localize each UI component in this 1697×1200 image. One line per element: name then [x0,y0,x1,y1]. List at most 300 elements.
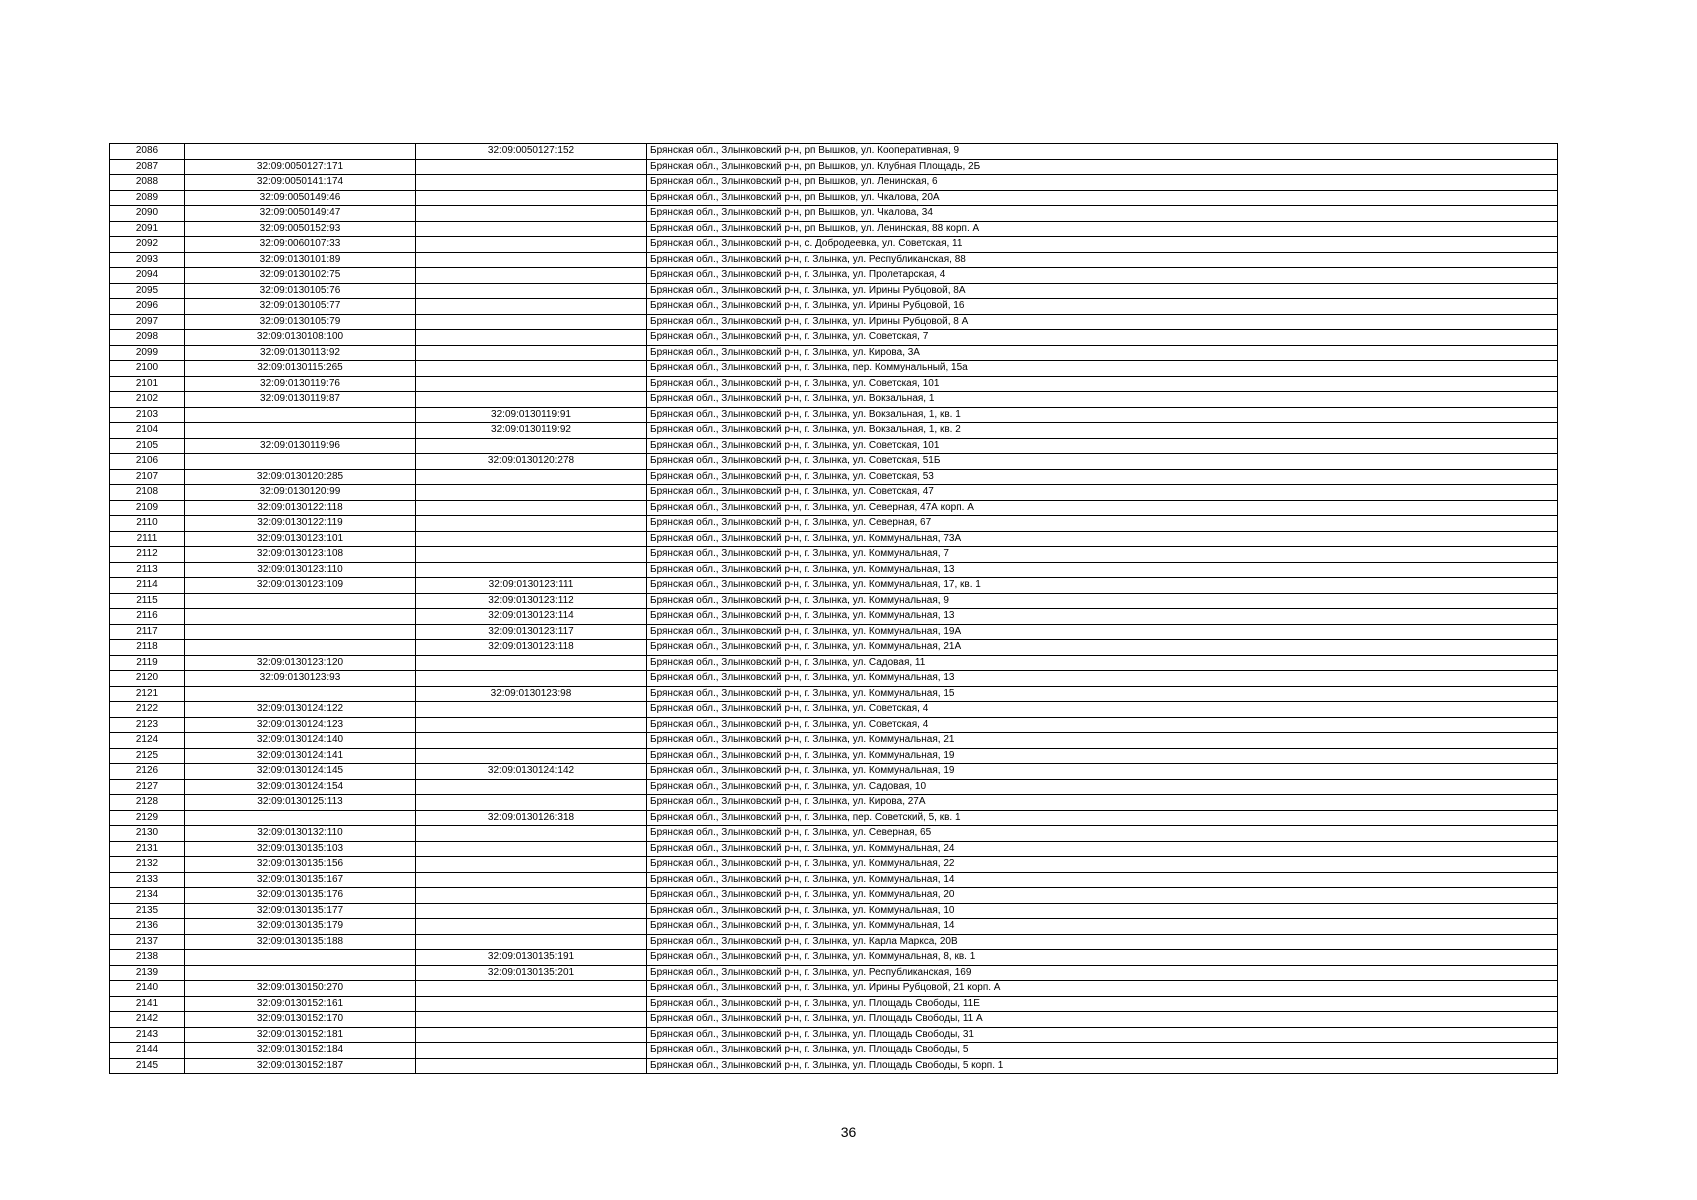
address-cell: Брянская обл., Злынковский р-н, рп Вышков, ул. Ленинская, 88 корп. А [647,221,1558,237]
row-number-cell: 2094 [110,268,185,284]
cadastral-number-cell: 32:09:0130124:154 [185,779,416,795]
cadastral-number-cell: 32:09:0130150:270 [185,981,416,997]
row-number-cell: 2093 [110,252,185,268]
row-number-cell: 2092 [110,237,185,253]
address-cell: Брянская обл., Злынковский р-н, г. Злынка, ул. Садовая, 10 [647,779,1558,795]
row-number-cell: 2118 [110,640,185,656]
table-row [110,640,1558,656]
cadastral-number-cell [185,810,416,826]
row-number-cell: 2139 [110,965,185,981]
related-cadastral-number-cell [416,934,647,950]
address-cell: Брянская обл., Злынковский р-н, г. Злынка, ул. Коммунальная, 21 [647,733,1558,749]
cadastral-table [109,143,1558,1074]
table-row [110,314,1558,330]
cadastral-number-cell: 32:09:0130135:179 [185,919,416,935]
row-number-cell: 2089 [110,190,185,206]
table-row [110,903,1558,919]
address-cell: Брянская обл., Злынковский р-н, г. Злынка, ул. Советская, 7 [647,330,1558,346]
related-cadastral-number-cell [416,872,647,888]
related-cadastral-number-cell [416,516,647,532]
address-cell: Брянская обл., Злынковский р-н, г. Злынка, ул. Ирины Рубцовой, 8 А [647,314,1558,330]
cadastral-number-cell: 32:09:0130135:177 [185,903,416,919]
table-row [110,423,1558,439]
related-cadastral-number-cell [416,748,647,764]
cadastral-number-cell: 32:09:0130120:285 [185,469,416,485]
row-number-cell: 2125 [110,748,185,764]
cadastral-number-cell: 32:09:0130115:265 [185,361,416,377]
row-number-cell: 2127 [110,779,185,795]
row-number-cell: 2130 [110,826,185,842]
table-row [110,795,1558,811]
address-cell: Брянская обл., Злынковский р-н, г. Злынка, ул. Кирова, 3А [647,345,1558,361]
table-row [110,624,1558,640]
row-number-cell: 2120 [110,671,185,687]
row-number-cell: 2103 [110,407,185,423]
table-row [110,841,1558,857]
row-number-cell: 2126 [110,764,185,780]
row-number-cell: 2107 [110,469,185,485]
cadastral-number-cell: 32:09:0130123:93 [185,671,416,687]
cadastral-number-cell [185,454,416,470]
row-number-cell: 2086 [110,144,185,160]
cadastral-number-cell: 32:09:0050149:46 [185,190,416,206]
table-row [110,144,1558,160]
cadastral-number-cell [185,593,416,609]
cadastral-number-cell [185,624,416,640]
table-row [110,252,1558,268]
table-row [110,547,1558,563]
related-cadastral-number-cell [416,562,647,578]
table-row [110,717,1558,733]
related-cadastral-number-cell [416,268,647,284]
cadastral-number-cell: 32:09:0130135:156 [185,857,416,873]
address-cell: Брянская обл., Злынковский р-н, г. Злынка, ул. Коммунальная, 19А [647,624,1558,640]
cadastral-number-cell: 32:09:0130122:118 [185,500,416,516]
row-number-cell: 2111 [110,531,185,547]
row-number-cell: 2128 [110,795,185,811]
row-number-cell: 2100 [110,361,185,377]
address-cell: Брянская обл., Злынковский р-н, г. Злынка, ул. Карла Маркса, 20В [647,934,1558,950]
row-number-cell: 2096 [110,299,185,315]
related-cadastral-number-cell: 32:09:0130135:191 [416,950,647,966]
related-cadastral-number-cell [416,547,647,563]
related-cadastral-number-cell [416,888,647,904]
address-cell: Брянская обл., Злынковский р-н, с. Добродеевка, ул. Советская, 11 [647,237,1558,253]
cadastral-table-container [109,143,1557,1074]
row-number-cell: 2116 [110,609,185,625]
table-body [110,144,1558,1074]
row-number-cell: 2135 [110,903,185,919]
cadastral-number-cell: 32:09:0130124:122 [185,702,416,718]
address-cell: Брянская обл., Злынковский р-н, г. Злынка, ул. Площадь Свободы, 31 [647,1027,1558,1043]
address-cell: Брянская обл., Злынковский р-н, г. Злынка, ул. Коммунальная, 9 [647,593,1558,609]
table-row [110,454,1558,470]
related-cadastral-number-cell [416,826,647,842]
address-cell: Брянская обл., Злынковский р-н, рп Вышков, ул. Ленинская, 6 [647,175,1558,191]
row-number-cell: 2122 [110,702,185,718]
related-cadastral-number-cell [416,531,647,547]
cadastral-number-cell [185,950,416,966]
address-cell: Брянская обл., Злынковский р-н, г. Злынка, ул. Советская, 101 [647,376,1558,392]
row-number-cell: 2124 [110,733,185,749]
address-cell: Брянская обл., Злынковский р-н, г. Злынка, ул. Площадь Свободы, 5 [647,1043,1558,1059]
address-cell: Брянская обл., Злынковский р-н, г. Злынка, ул. Советская, 53 [647,469,1558,485]
table-row [110,609,1558,625]
table-row [110,438,1558,454]
related-cadastral-number-cell: 32:09:0050127:152 [416,144,647,160]
row-number-cell: 2132 [110,857,185,873]
row-number-cell: 2097 [110,314,185,330]
table-row [110,237,1558,253]
row-number-cell: 2099 [110,345,185,361]
cadastral-number-cell: 32:09:0130135:188 [185,934,416,950]
row-number-cell: 2091 [110,221,185,237]
related-cadastral-number-cell: 32:09:0130123:112 [416,593,647,609]
address-cell: Брянская обл., Злынковский р-н, г. Злынка, ул. Советская, 51Б [647,454,1558,470]
table-row [110,159,1558,175]
cadastral-number-cell [185,640,416,656]
cadastral-number-cell: 32:09:0130105:76 [185,283,416,299]
address-cell: Брянская обл., Злынковский р-н, г. Злынка, ул. Коммунальная, 21А [647,640,1558,656]
table-row [110,950,1558,966]
table-row [110,469,1558,485]
row-number-cell: 2114 [110,578,185,594]
related-cadastral-number-cell: 32:09:0130123:114 [416,609,647,625]
related-cadastral-number-cell [416,361,647,377]
address-cell: Брянская обл., Злынковский р-н, г. Злынка, ул. Вокзальная, 1, кв. 1 [647,407,1558,423]
row-number-cell: 2121 [110,686,185,702]
related-cadastral-number-cell [416,702,647,718]
cadastral-number-cell [185,423,416,439]
related-cadastral-number-cell [416,438,647,454]
related-cadastral-number-cell [416,469,647,485]
address-cell: Брянская обл., Злынковский р-н, г. Злынка, ул. Советская, 47 [647,485,1558,501]
row-number-cell: 2141 [110,996,185,1012]
related-cadastral-number-cell [416,190,647,206]
address-cell: Брянская обл., Злынковский р-н, г. Злынка, ул. Пролетарская, 4 [647,268,1558,284]
cadastral-number-cell: 32:09:0060107:33 [185,237,416,253]
address-cell: Брянская обл., Злынковский р-н, г. Злынка, ул. Северная, 65 [647,826,1558,842]
table-row [110,531,1558,547]
cadastral-number-cell: 32:09:0130122:119 [185,516,416,532]
cadastral-number-cell: 32:09:0130123:109 [185,578,416,594]
row-number-cell: 2131 [110,841,185,857]
cadastral-number-cell: 32:09:0130152:181 [185,1027,416,1043]
address-cell: Брянская обл., Злынковский р-н, г. Злынка, ул. Вокзальная, 1, кв. 2 [647,423,1558,439]
cadastral-number-cell: 32:09:0130124:141 [185,748,416,764]
address-cell: Брянская обл., Злынковский р-н, г. Злынка, ул. Северная, 67 [647,516,1558,532]
cadastral-number-cell: 32:09:0050149:47 [185,206,416,222]
cadastral-number-cell: 32:09:0130135:176 [185,888,416,904]
table-row [110,516,1558,532]
cadastral-number-cell: 32:09:0130113:92 [185,345,416,361]
table-row [110,221,1558,237]
table-row [110,1027,1558,1043]
related-cadastral-number-cell: 32:09:0130123:111 [416,578,647,594]
table-row [110,345,1558,361]
address-cell: Брянская обл., Злынковский р-н, г. Злынка, ул. Коммунальная, 13 [647,671,1558,687]
address-cell: Брянская обл., Злынковский р-н, г. Злынка, ул. Коммунальная, 13 [647,609,1558,625]
cadastral-number-cell [185,144,416,160]
related-cadastral-number-cell [416,903,647,919]
related-cadastral-number-cell [416,981,647,997]
row-number-cell: 2112 [110,547,185,563]
related-cadastral-number-cell [416,283,647,299]
cadastral-number-cell: 32:09:0130123:101 [185,531,416,547]
cadastral-number-cell [185,686,416,702]
address-cell: Брянская обл., Злынковский р-н, рп Вышков, ул. Чкалова, 34 [647,206,1558,222]
row-number-cell: 2109 [110,500,185,516]
cadastral-number-cell: 32:09:0050141:174 [185,175,416,191]
table-row [110,376,1558,392]
row-number-cell: 2102 [110,392,185,408]
related-cadastral-number-cell: 32:09:0130119:92 [416,423,647,439]
address-cell: Брянская обл., Злынковский р-н, рп Вышков, ул. Клубная Площадь, 2Б [647,159,1558,175]
address-cell: Брянская обл., Злынковский р-н, г. Злынка, ул. Коммунальная, 20 [647,888,1558,904]
related-cadastral-number-cell [416,485,647,501]
cadastral-number-cell: 32:09:0130124:123 [185,717,416,733]
address-cell: Брянская обл., Злынковский р-н, г. Злынка, ул. Советская, 4 [647,702,1558,718]
table-row [110,562,1558,578]
address-cell: Брянская обл., Злынковский р-н, г. Злынка, ул. Северная, 47А корп. А [647,500,1558,516]
table-row [110,655,1558,671]
table-row [110,764,1558,780]
table-row [110,810,1558,826]
table-row [110,500,1558,516]
page-number: 36 [840,1124,857,1140]
related-cadastral-number-cell [416,671,647,687]
row-number-cell: 2136 [110,919,185,935]
cadastral-number-cell: 32:09:0130123:108 [185,547,416,563]
cadastral-number-cell: 32:09:0130135:167 [185,872,416,888]
cadastral-number-cell: 32:09:0130119:76 [185,376,416,392]
related-cadastral-number-cell [416,733,647,749]
row-number-cell: 2088 [110,175,185,191]
table-row [110,919,1558,935]
address-cell: Брянская обл., Злынковский р-н, г. Злынка, ул. Советская, 101 [647,438,1558,454]
table-row [110,671,1558,687]
address-cell: Брянская обл., Злынковский р-н, г. Злынка, ул. Коммунальная, 13 [647,562,1558,578]
address-cell: Брянская обл., Злынковский р-н, г. Злынка, ул. Коммунальная, 19 [647,764,1558,780]
table-row [110,283,1558,299]
address-cell: Брянская обл., Злынковский р-н, г. Злынка, ул. Коммунальная, 24 [647,841,1558,857]
address-cell: Брянская обл., Злынковский р-н, г. Злынка, ул. Вокзальная, 1 [647,392,1558,408]
table-row [110,686,1558,702]
table-row [110,888,1558,904]
address-cell: Брянская обл., Злынковский р-н, г. Злынка, пер. Советский, 5, кв. 1 [647,810,1558,826]
table-row [110,826,1558,842]
address-cell: Брянская обл., Злынковский р-н, г. Злынка, ул. Коммунальная, 14 [647,872,1558,888]
related-cadastral-number-cell [416,1043,647,1059]
cadastral-number-cell: 32:09:0130125:113 [185,795,416,811]
address-cell: Брянская обл., Злынковский р-н, г. Злынка, ул. Коммунальная, 22 [647,857,1558,873]
address-cell: Брянская обл., Злынковский р-н, г. Злынка, ул. Ирины Рубцовой, 16 [647,299,1558,315]
related-cadastral-number-cell [416,314,647,330]
row-number-cell: 2113 [110,562,185,578]
cadastral-number-cell: 32:09:0130105:79 [185,314,416,330]
table-row [110,175,1558,191]
cadastral-number-cell: 32:09:0130132:110 [185,826,416,842]
address-cell: Брянская обл., Злынковский р-н, г. Злынка, ул. Коммунальная, 14 [647,919,1558,935]
related-cadastral-number-cell [416,841,647,857]
table-row [110,299,1558,315]
address-cell: Брянская обл., Злынковский р-н, г. Злынка, ул. Советская, 4 [647,717,1558,733]
address-cell: Брянская обл., Злынковский р-н, рп Вышков, ул. Кооперативная, 9 [647,144,1558,160]
row-number-cell: 2142 [110,1012,185,1028]
table-row [110,361,1558,377]
related-cadastral-number-cell: 32:09:0130124:142 [416,764,647,780]
address-cell: Брянская обл., Злынковский р-н, г. Злынка, ул. Республиканская, 88 [647,252,1558,268]
address-cell: Брянская обл., Злынковский р-н, г. Злынка, пер. Коммунальный, 15а [647,361,1558,377]
table-row [110,1043,1558,1059]
cadastral-number-cell: 32:09:0130124:140 [185,733,416,749]
cadastral-number-cell: 32:09:0130152:170 [185,1012,416,1028]
cadastral-number-cell: 32:09:0130152:184 [185,1043,416,1059]
cadastral-number-cell: 32:09:0130108:100 [185,330,416,346]
row-number-cell: 2095 [110,283,185,299]
table-row [110,206,1558,222]
address-cell: Брянская обл., Злынковский р-н, г. Злынка, ул. Площадь Свободы, 5 корп. 1 [647,1058,1558,1074]
related-cadastral-number-cell [416,237,647,253]
related-cadastral-number-cell [416,996,647,1012]
cadastral-number-cell: 32:09:0130124:145 [185,764,416,780]
cadastral-number-cell: 32:09:0130119:87 [185,392,416,408]
related-cadastral-number-cell [416,779,647,795]
cadastral-number-cell: 32:09:0130119:96 [185,438,416,454]
related-cadastral-number-cell [416,175,647,191]
row-number-cell: 2145 [110,1058,185,1074]
address-cell: Брянская обл., Злынковский р-н, г. Злынка, ул. Площадь Свободы, 11Е [647,996,1558,1012]
cadastral-number-cell: 32:09:0050152:93 [185,221,416,237]
related-cadastral-number-cell [416,1012,647,1028]
related-cadastral-number-cell: 32:09:0130119:91 [416,407,647,423]
related-cadastral-number-cell: 32:09:0130123:117 [416,624,647,640]
address-cell: Брянская обл., Злынковский р-н, г. Злынка, ул. Республиканская, 169 [647,965,1558,981]
table-row [110,268,1558,284]
address-cell: Брянская обл., Злынковский р-н, г. Злынка, ул. Коммунальная, 15 [647,686,1558,702]
table-row [110,981,1558,997]
cadastral-number-cell: 32:09:0130152:187 [185,1058,416,1074]
cadastral-number-cell: 32:09:0130101:89 [185,252,416,268]
cadastral-number-cell: 32:09:0130152:161 [185,996,416,1012]
row-number-cell: 2115 [110,593,185,609]
related-cadastral-number-cell: 32:09:0130123:98 [416,686,647,702]
table-row [110,857,1558,873]
table-row [110,965,1558,981]
address-cell: Брянская обл., Злынковский р-н, г. Злынка, ул. Коммунальная, 17, кв. 1 [647,578,1558,594]
related-cadastral-number-cell [416,919,647,935]
related-cadastral-number-cell: 32:09:0130126:318 [416,810,647,826]
related-cadastral-number-cell [416,1027,647,1043]
related-cadastral-number-cell: 32:09:0130120:278 [416,454,647,470]
table-row [110,934,1558,950]
row-number-cell: 2138 [110,950,185,966]
row-number-cell: 2104 [110,423,185,439]
table-row [110,748,1558,764]
table-row [110,578,1558,594]
table-row [110,593,1558,609]
row-number-cell: 2119 [110,655,185,671]
row-number-cell: 2090 [110,206,185,222]
table-row [110,392,1558,408]
address-cell: Брянская обл., Злынковский р-н, г. Злынка, ул. Садовая, 11 [647,655,1558,671]
cadastral-number-cell [185,609,416,625]
row-number-cell: 2106 [110,454,185,470]
related-cadastral-number-cell [416,1058,647,1074]
table-row [110,485,1558,501]
row-number-cell: 2101 [110,376,185,392]
row-number-cell: 2098 [110,330,185,346]
table-row [110,407,1558,423]
row-number-cell: 2137 [110,934,185,950]
table-row [110,702,1558,718]
row-number-cell: 2143 [110,1027,185,1043]
cadastral-number-cell [185,965,416,981]
address-cell: Брянская обл., Злынковский р-н, г. Злынка, ул. Кирова, 27А [647,795,1558,811]
cadastral-number-cell: 32:09:0050127:171 [185,159,416,175]
related-cadastral-number-cell [416,655,647,671]
address-cell: Брянская обл., Злынковский р-н, г. Злынка, ул. Коммунальная, 19 [647,748,1558,764]
row-number-cell: 2133 [110,872,185,888]
related-cadastral-number-cell: 32:09:0130123:118 [416,640,647,656]
table-row [110,996,1558,1012]
row-number-cell: 2110 [110,516,185,532]
address-cell: Брянская обл., Злынковский р-н, г. Злынка, ул. Коммунальная, 7 [647,547,1558,563]
row-number-cell: 2117 [110,624,185,640]
related-cadastral-number-cell [416,299,647,315]
table-row [110,1058,1558,1074]
table-row [110,733,1558,749]
cadastral-number-cell: 32:09:0130123:120 [185,655,416,671]
cadastral-number-cell: 32:09:0130120:99 [185,485,416,501]
address-cell: Брянская обл., Злынковский р-н, г. Злынка, ул. Коммунальная, 73А [647,531,1558,547]
address-cell: Брянская обл., Злынковский р-н, г. Злынка, ул. Ирины Рубцовой, 21 корп. А [647,981,1558,997]
address-cell: Брянская обл., Злынковский р-н, рп Вышков, ул. Чкалова, 20А [647,190,1558,206]
related-cadastral-number-cell [416,221,647,237]
related-cadastral-number-cell [416,206,647,222]
cadastral-number-cell: 32:09:0130123:110 [185,562,416,578]
table-row [110,1012,1558,1028]
row-number-cell: 2123 [110,717,185,733]
row-number-cell: 2108 [110,485,185,501]
table-row [110,330,1558,346]
cadastral-number-cell: 32:09:0130135:103 [185,841,416,857]
row-number-cell: 2134 [110,888,185,904]
related-cadastral-number-cell [416,500,647,516]
row-number-cell: 2087 [110,159,185,175]
related-cadastral-number-cell [416,159,647,175]
related-cadastral-number-cell: 32:09:0130135:201 [416,965,647,981]
related-cadastral-number-cell [416,795,647,811]
cadastral-number-cell: 32:09:0130105:77 [185,299,416,315]
table-row [110,779,1558,795]
table-row [110,872,1558,888]
address-cell: Брянская обл., Злынковский р-н, г. Злынка, ул. Ирины Рубцовой, 8А [647,283,1558,299]
related-cadastral-number-cell [416,345,647,361]
row-number-cell: 2105 [110,438,185,454]
cadastral-number-cell: 32:09:0130102:75 [185,268,416,284]
related-cadastral-number-cell [416,717,647,733]
address-cell: Брянская обл., Злынковский р-н, г. Злынка, ул. Коммунальная, 8, кв. 1 [647,950,1558,966]
address-cell: Брянская обл., Злынковский р-н, г. Злынка, ул. Коммунальная, 10 [647,903,1558,919]
related-cadastral-number-cell [416,376,647,392]
table-row [110,190,1558,206]
related-cadastral-number-cell [416,857,647,873]
row-number-cell: 2144 [110,1043,185,1059]
related-cadastral-number-cell [416,252,647,268]
address-cell: Брянская обл., Злынковский р-н, г. Злынка, ул. Площадь Свободы, 11 А [647,1012,1558,1028]
related-cadastral-number-cell [416,330,647,346]
